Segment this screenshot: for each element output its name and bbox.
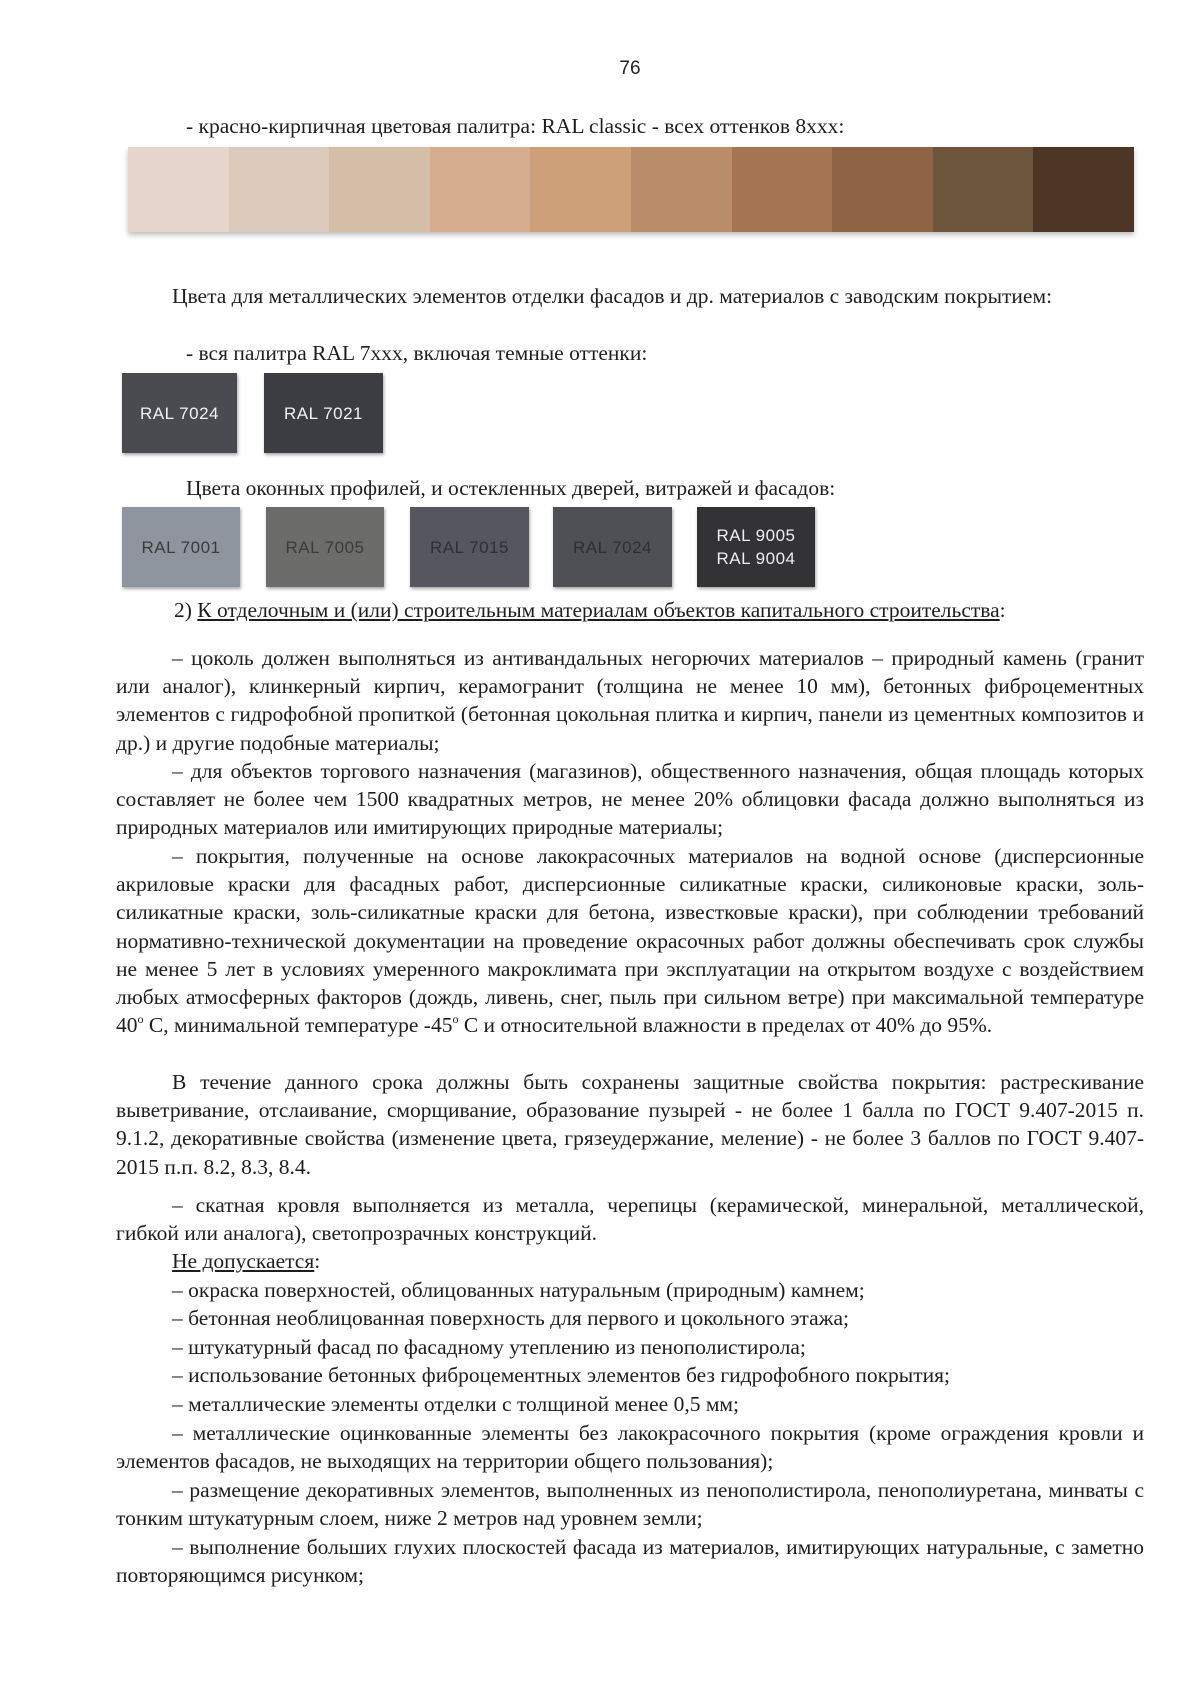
ral-label: RAL 9004 xyxy=(716,549,796,568)
palette-swatch xyxy=(530,147,631,232)
palette-swatch xyxy=(832,147,933,232)
ral-color-box xyxy=(553,507,672,587)
prohibited-item: – бетонная необлицованная поверхность для первого и цокольного этажа; xyxy=(172,1306,850,1330)
ral-color-box xyxy=(410,507,529,587)
ral-label: RAL 9005 xyxy=(716,526,796,545)
ral-color-box xyxy=(264,373,383,453)
ral-color-box xyxy=(266,507,384,587)
ral-label: RAL 7024 xyxy=(140,403,219,423)
section-number: 2) xyxy=(174,598,192,622)
degree-sign: o xyxy=(137,1012,144,1027)
metal-palette-line: - вся палитра RAL 7xxx, включая темные оттенки: xyxy=(186,341,648,365)
coatings-text: – покрытия, полученные на основе лакокрасочных материалов на водной основе (дисперсионные акриловые краски для фасадных работ, дисперсионные силикатные краски, силиконовые краски, золь-силикатные краски, золь-силикатные краски для бетона, известковые краски), при соблюдении требований нормативно-технической документации на проведение окрасочных работ должны обеспечивать срок службы не менее 5 лет в условиях умеренного макроклимата при эксплуатации на открытом воздухе с воздействием любых атмосферных факторов (дождь, ливень, снег, пыль при сильном ветре) при максимальной температуре 40 xyxy=(116,844,1144,1038)
ral-label: RAL 7021 xyxy=(284,403,363,423)
prohibited-colon: : xyxy=(314,1249,321,1273)
palette-heading: - красно-кирпичная цветовая палитра: RAL classic - всех оттенков 8xxx: xyxy=(186,114,845,138)
palette-swatch xyxy=(329,147,430,232)
paragraph-blank-planes: – выполнение больших глухих плоскостей фасада из материалов, имитирующих натуральные, с заметно повторяющимся рисунком; xyxy=(116,1535,1144,1588)
palette-swatch xyxy=(1033,147,1134,232)
coatings-text: С, минимальной температуре -45 xyxy=(143,1013,453,1038)
section-title: К отделочным и (или) строительным материалам объектов капитального строительства xyxy=(197,598,1000,622)
prohibited-title: Не допускается xyxy=(172,1249,315,1273)
palette-swatch xyxy=(229,147,330,232)
paragraph-commercial: – для объектов торгового назначения (магазинов), общественного назначения, общая площадь которых составляет не более чем 1500 квадратных метров, не менее 20% облицовки фасада должно выполняться из природных материалов или имитирующих природные материалы; xyxy=(116,759,1144,840)
degree-sign: o xyxy=(452,1012,459,1027)
paragraph-plinth: – цоколь должен выполняться из антивандальных негорючих материалов – природный камень (гранит или аналог), клинкерный кирпич, керамогранит (толщина не менее 10 мм), бетонных фиброцементных элементов с гидрофобной пропиткой (бетонная цокольная плитка и кирпич, панели из цементных композитов и др.) и другие подобные материалы; xyxy=(116,646,1144,755)
paragraph-roofing: – скатная кровля выполняется из металла, черепицы (керамической, минеральной, металлической, гибкой или аналога), светопрозрачных конструкций. xyxy=(116,1193,1144,1246)
prohibited-item: – металлические элементы отделки с толщиной менее 0,5 мм; xyxy=(172,1392,739,1416)
palette-swatch xyxy=(732,147,833,232)
ral-label: RAL 7015 xyxy=(430,537,509,557)
section-2-heading xyxy=(174,596,1200,624)
prohibited-item: – использование бетонных фиброцементных элементов без гидрофобного покрытия; xyxy=(172,1363,951,1387)
ral-color-box xyxy=(122,507,240,587)
prohibited-item: – окраска поверхностей, облицованных натуральным (природным) камнем; xyxy=(172,1278,865,1302)
section-colon: : xyxy=(999,598,1006,622)
window-colors-heading: Цвета оконных профилей, и остекленных дверей, витражей и фасадов: xyxy=(186,476,836,500)
palette-swatch xyxy=(128,147,229,232)
coatings-text: С и относительной влажности в пределах от 40% до 95%. xyxy=(458,1013,993,1038)
palette-swatch xyxy=(933,147,1034,232)
prohibited-item: – штукатурный фасад по фасадному утеплению из пенополистирола; xyxy=(172,1335,806,1359)
metal-colors-intro: Цвета для металлических элементов отделки фасадов и др. материалов с заводским покрытием: xyxy=(172,284,1053,308)
ral-label: RAL 7005 xyxy=(285,537,365,557)
palette-swatch xyxy=(631,147,732,232)
page-number: 76 xyxy=(619,58,641,79)
ral-color-box xyxy=(122,373,237,453)
ral-color-box xyxy=(697,507,815,587)
ral-label: RAL 7024 xyxy=(573,537,652,557)
palette-swatch xyxy=(430,147,531,232)
paragraph-galvanized: – металлические оцинкованные элементы без лакокрасочного покрытия (кроме ограждения кровли и элементов фасадов, не выходящих на территории общего пользования); xyxy=(116,1421,1144,1474)
prohibited-heading xyxy=(172,1247,1200,1275)
paragraph-decorative: – размещение декоративных элементов, выполненных из пенополистирола, пенополиуретана, минваты с тонким штукатурным слоем, ниже 2 метров над уровнем земли; xyxy=(116,1478,1144,1531)
ral-label: RAL 7001 xyxy=(141,537,221,557)
paragraph-coatings xyxy=(116,842,1144,1039)
brick-color-palette xyxy=(128,147,1134,232)
paragraph-protective-properties: В течение данного срока должны быть сохранены защитные свойства покрытия: растрескивание выветривание, отслаивание, сморщивание, образование пузырей - не более 1 балла по ГОСТ 9.407-2015 п. 9.1.2, декоративные свойства (изменение цвета, грязеудержание, меление) - не более 3 баллов по ГОСТ 9.407-2015 п.п. 8.2, 8.3, 8.4. xyxy=(116,1070,1144,1179)
